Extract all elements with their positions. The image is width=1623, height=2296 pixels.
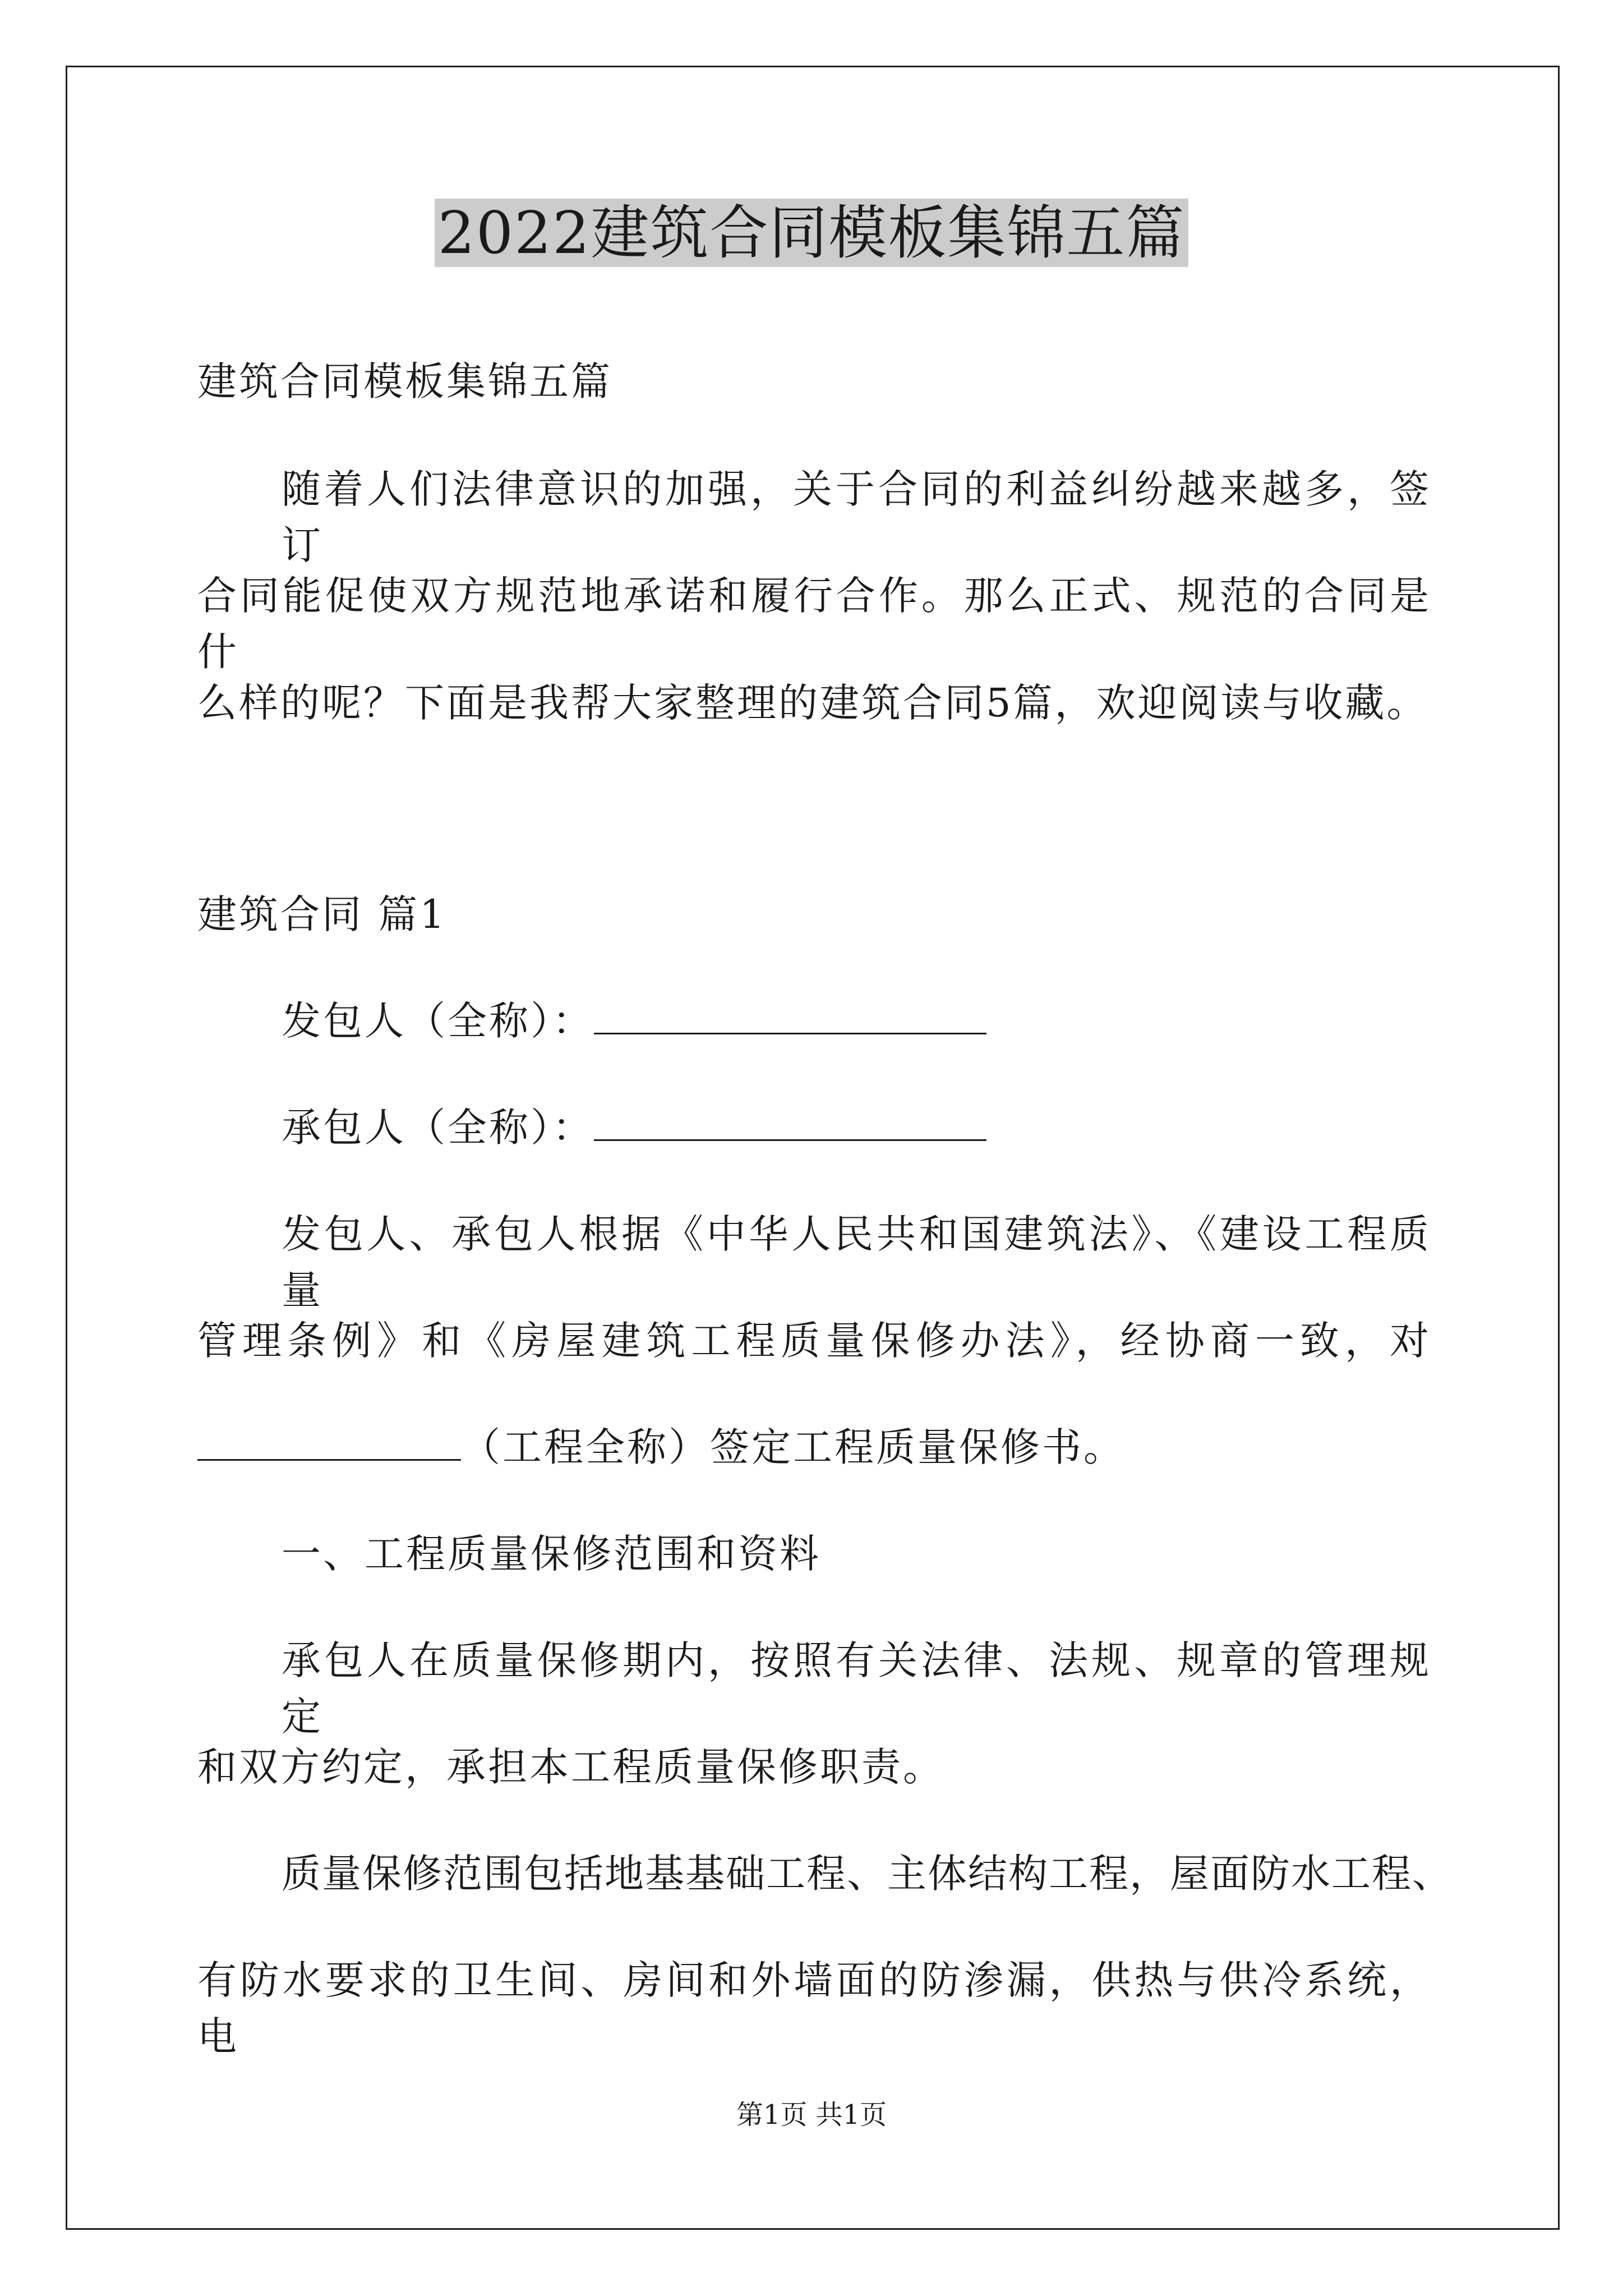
employer-field [282, 993, 986, 1049]
clause-heading: 一、工程质量保修范围和资料 [282, 1531, 821, 1577]
intro-paragraph-line: 么样的呢？下面是我帮大家整理的建筑合同5篇，欢迎阅读与收藏。 [197, 680, 1428, 726]
section-heading: 建筑合同 篇1 [197, 891, 447, 937]
contractor-label: 承包人（全称）： [282, 1105, 594, 1151]
project-name-blank [197, 1422, 461, 1461]
contractor-field [282, 1099, 986, 1156]
basis-paragraph-line: 发包人、承包人根据《中华人民共和国建筑法》、《建设工程质量 [282, 1211, 1431, 1313]
basis-paragraph-line: 管理条例》和《房屋建筑工程质量保修办法》，经协商一致，对 [197, 1318, 1431, 1364]
page-footer: 第1页 共1页 [736, 2099, 887, 2131]
scope-paragraph-line: 质量保修范围包括地基基础工程、主体结构工程，屋面防水工程、 [282, 1851, 1453, 1897]
scope-paragraph-line: 有防水要求的卫生间、房间和外墙面的防渗漏，供热与供冷系统，电 [197, 1957, 1431, 2059]
document-title-text: 2022建筑合同模板集锦五篇 [435, 199, 1189, 267]
contractor-blank [594, 1102, 986, 1141]
intro-paragraph-line: 合同能促使双方规范地承诺和履行合作。那么正式、规范的合同是什 [197, 573, 1431, 675]
intro-paragraph-line: 随着人们法律意识的加强，关于合同的利益纠纷越来越多，签订 [282, 466, 1431, 568]
clause-paragraph-line: 承包人在质量保修期内，按照有关法律、法规、规章的管理规定 [282, 1637, 1431, 1740]
basis-paragraph-last-line [197, 1419, 1125, 1475]
employer-blank [594, 996, 986, 1034]
basis-paragraph-line: （工程全称）签定工程质量保修书。 [461, 1424, 1125, 1470]
clause-paragraph-line: 和双方约定，承担本工程质量保修职责。 [197, 1744, 944, 1790]
employer-label: 发包人（全称）： [282, 998, 594, 1044]
document-title [0, 191, 1623, 275]
document-subtitle: 建筑合同模板集锦五篇 [197, 358, 612, 404]
